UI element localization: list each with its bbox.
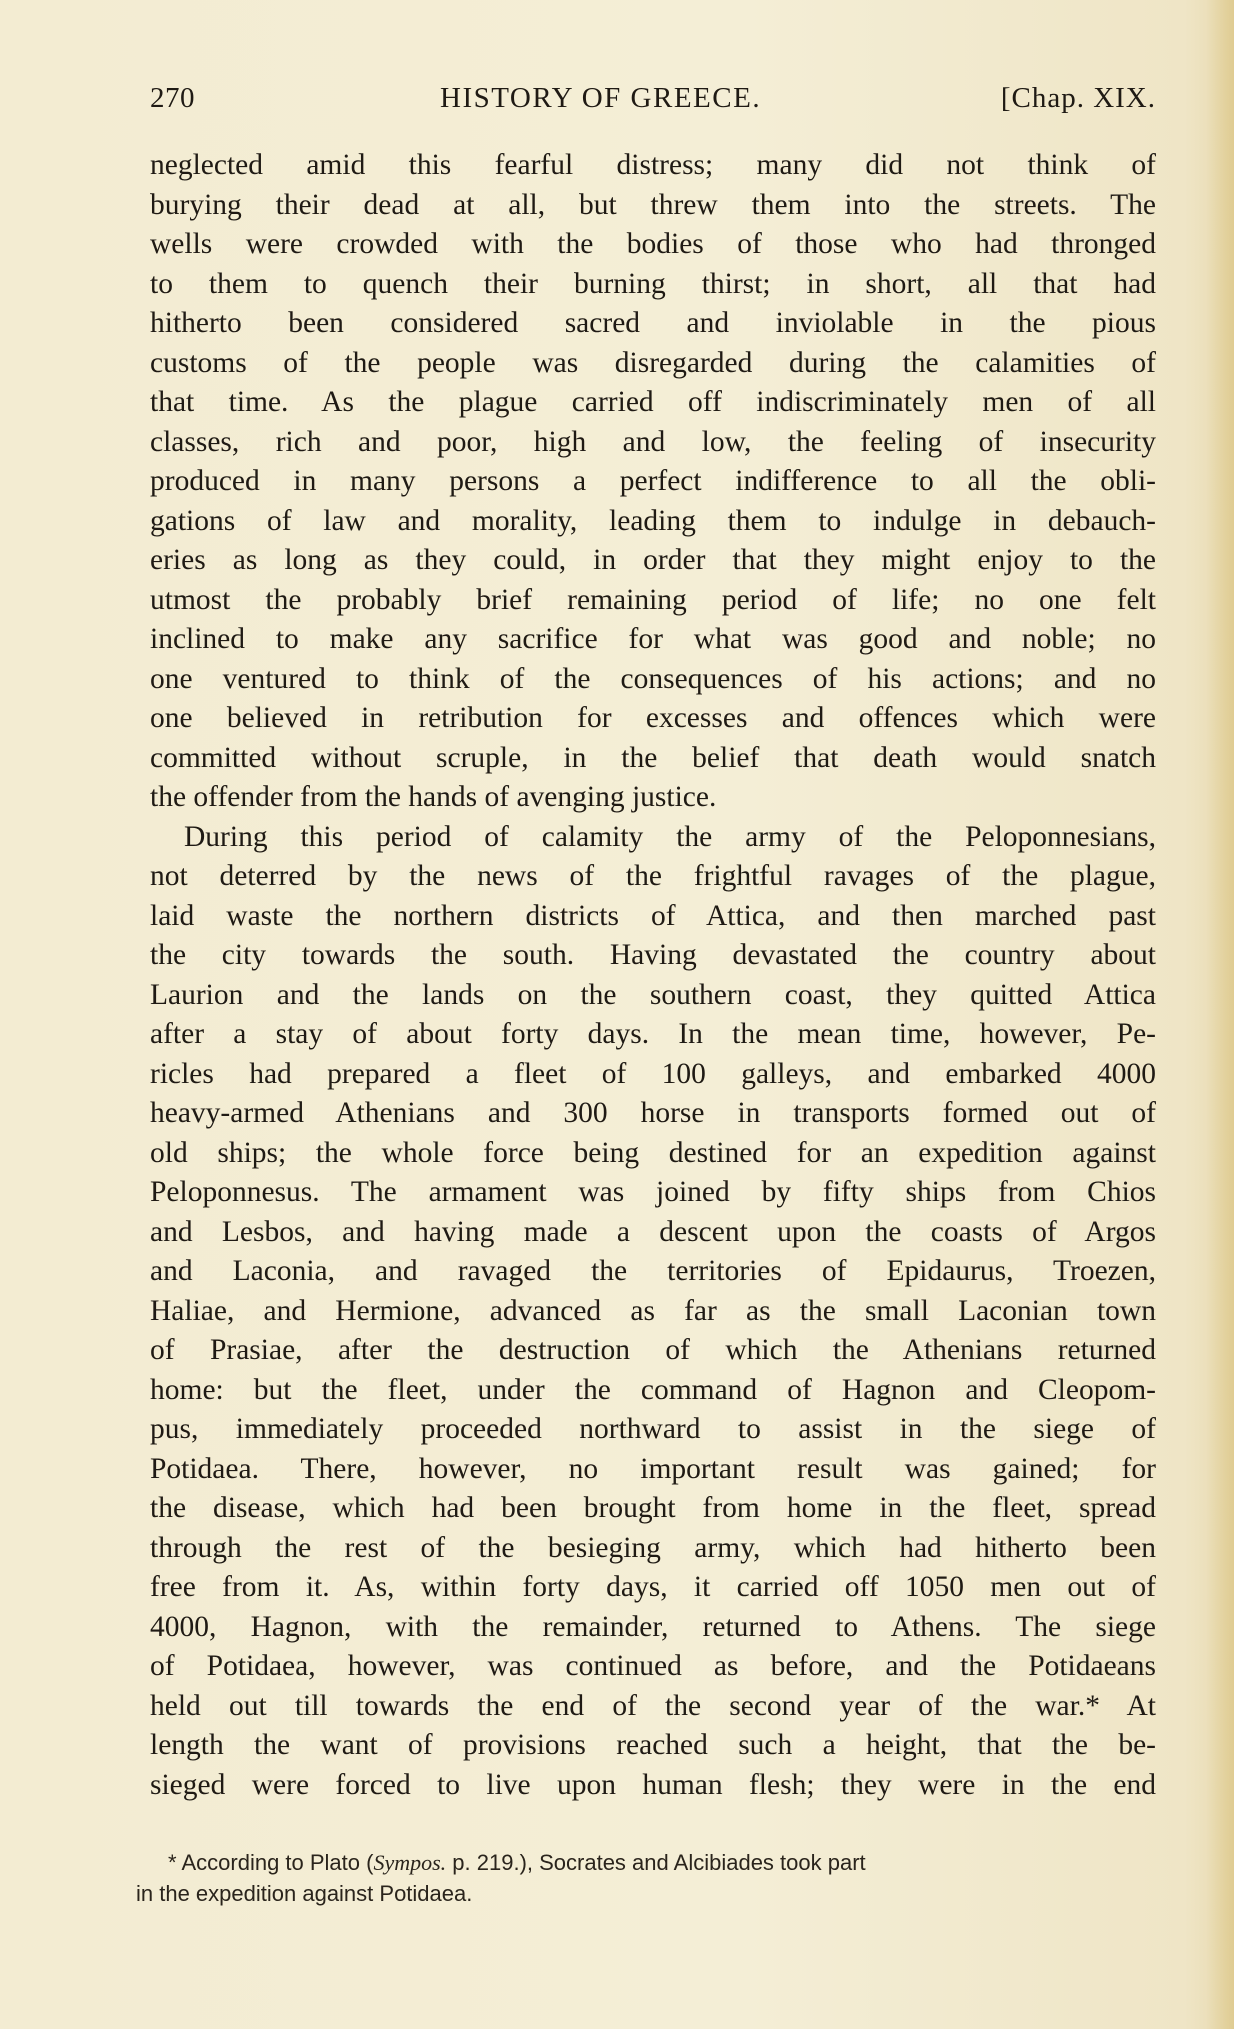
text-line: hitherto been considered sacred and inviolable in the pious <box>150 307 1156 339</box>
body-text <box>150 146 1156 1805</box>
text-line: wells were crowded with the bodies of those who had thronged <box>150 228 1156 260</box>
text-line: free from it. As, within forty days, it carried off 1050 men out of <box>150 1571 1156 1603</box>
text-line: classes, rich and poor, high and low, the feeling of insecurity <box>150 425 1156 458</box>
chapter-reference: [Chap. XIX. <box>1000 82 1156 114</box>
footnote-text: According to Plato ( <box>181 1850 374 1875</box>
text-line: of Potidaea, however, was continued as before, and the Potidaeans <box>150 1650 1156 1682</box>
text-line: through the rest of the besieging army, which had hitherto been <box>150 1531 1156 1564</box>
text-line: that time. As the plague carried off indiscriminately men of all <box>150 386 1156 418</box>
text-line: produced in many persons a perfect indifference to all the obli- <box>150 465 1156 497</box>
text-line: 4000, Hagnon, with the remainder, returned to Athens. The siege <box>150 1610 1156 1643</box>
paragraph-end-line: the offender from the hands of avenging justice. <box>150 781 717 813</box>
text-line: the city towards the south. Having devastated the country about <box>150 939 1156 971</box>
text-line: home: but the fleet, under the command of Hagnon and Cleopom- <box>150 1373 1156 1406</box>
text-line: after a stay of about forty days. In the mean time, however, Pe- <box>150 1018 1156 1050</box>
text-line: eries as long as they could, in order that they might enjoy to the <box>150 544 1156 576</box>
text-line: not deterred by the news of the frightful ravages of the plague, <box>150 860 1156 892</box>
text-line: neglected amid this fearful distress; many did not think of <box>150 149 1156 181</box>
text-line: to them to quench their burning thirst; in short, all that had <box>150 267 1156 300</box>
text-line: and Laconia, and ravaged the territories of Epidaurus, Troezen, <box>150 1255 1156 1287</box>
running-header <box>150 74 1156 122</box>
running-title: HISTORY OF GREECE. <box>440 82 762 114</box>
text-line: one believed in retribution for excesses and offences which were <box>150 702 1156 734</box>
text-line: the disease, which had been brought from home in the fleet, spread <box>150 1492 1156 1524</box>
text-line: of Prasiae, after the destruction of which the Athenians returned <box>150 1334 1156 1366</box>
page-number: 270 <box>150 82 195 114</box>
text-line: Peloponnesus. The armament was joined by fifty ships from Chios <box>150 1176 1156 1208</box>
text-line: laid waste the northern districts of Attica, and then marched past <box>150 899 1156 932</box>
paragraph-start-line: During this period of calamity the army of the Peloponnesians, <box>184 820 1156 853</box>
text-line: length the want of provisions reached such a height, that the be- <box>150 1729 1156 1761</box>
text-line: one ventured to think of the consequences of his actions; and no <box>150 662 1156 695</box>
footnote-marker: * <box>168 1850 177 1875</box>
text-line: gations of law and morality, leading them to indulge in debauch- <box>150 504 1156 537</box>
page-edge-shadow <box>1206 0 1234 2029</box>
footnote-second-line: in the expedition against Potidaea. <box>136 1881 473 1906</box>
text-line: Haliae, and Hermione, advanced as far as the small Laconian town <box>150 1294 1156 1327</box>
text-line: and Lesbos, and having made a descent upon the coasts of Argos <box>150 1215 1156 1248</box>
text-line: heavy-armed Athenians and 300 horse in transports formed out of <box>150 1097 1156 1129</box>
text-line: Laurion and the lands on the southern coast, they quitted Attica <box>150 978 1156 1011</box>
footnote-text-cont: p. 219.), Socrates and Alcibiades took part <box>446 1850 866 1875</box>
text-line: Potidaea. There, however, no important result was gained; for <box>150 1452 1156 1485</box>
text-line: ricles had prepared a fleet of 100 galleys, and embarked 4000 <box>150 1057 1156 1090</box>
footnote <box>136 1847 1142 1909</box>
text-line: held out till towards the end of the second year of the war.* At <box>150 1689 1156 1722</box>
text-line: utmost the probably brief remaining period of life; no one felt <box>150 583 1156 616</box>
text-line: pus, immediately proceeded northward to assist in the siege of <box>150 1413 1156 1445</box>
text-line: inclined to make any sacrifice for what was good and noble; no <box>150 623 1156 655</box>
text-line: customs of the people was disregarded during the calamities of <box>150 346 1156 379</box>
footnote-first-line <box>136 1847 1142 1878</box>
text-line: burying their dead at all, but threw them into the streets. The <box>150 188 1156 221</box>
footnote-citation: Sympos. <box>373 1850 447 1875</box>
text-line: sieged were forced to live upon human flesh; they were in the end <box>150 1768 1156 1801</box>
text-line: committed without scruple, in the belief that death would snatch <box>150 741 1156 774</box>
text-line: old ships; the whole force being destined for an expedition against <box>150 1136 1156 1169</box>
